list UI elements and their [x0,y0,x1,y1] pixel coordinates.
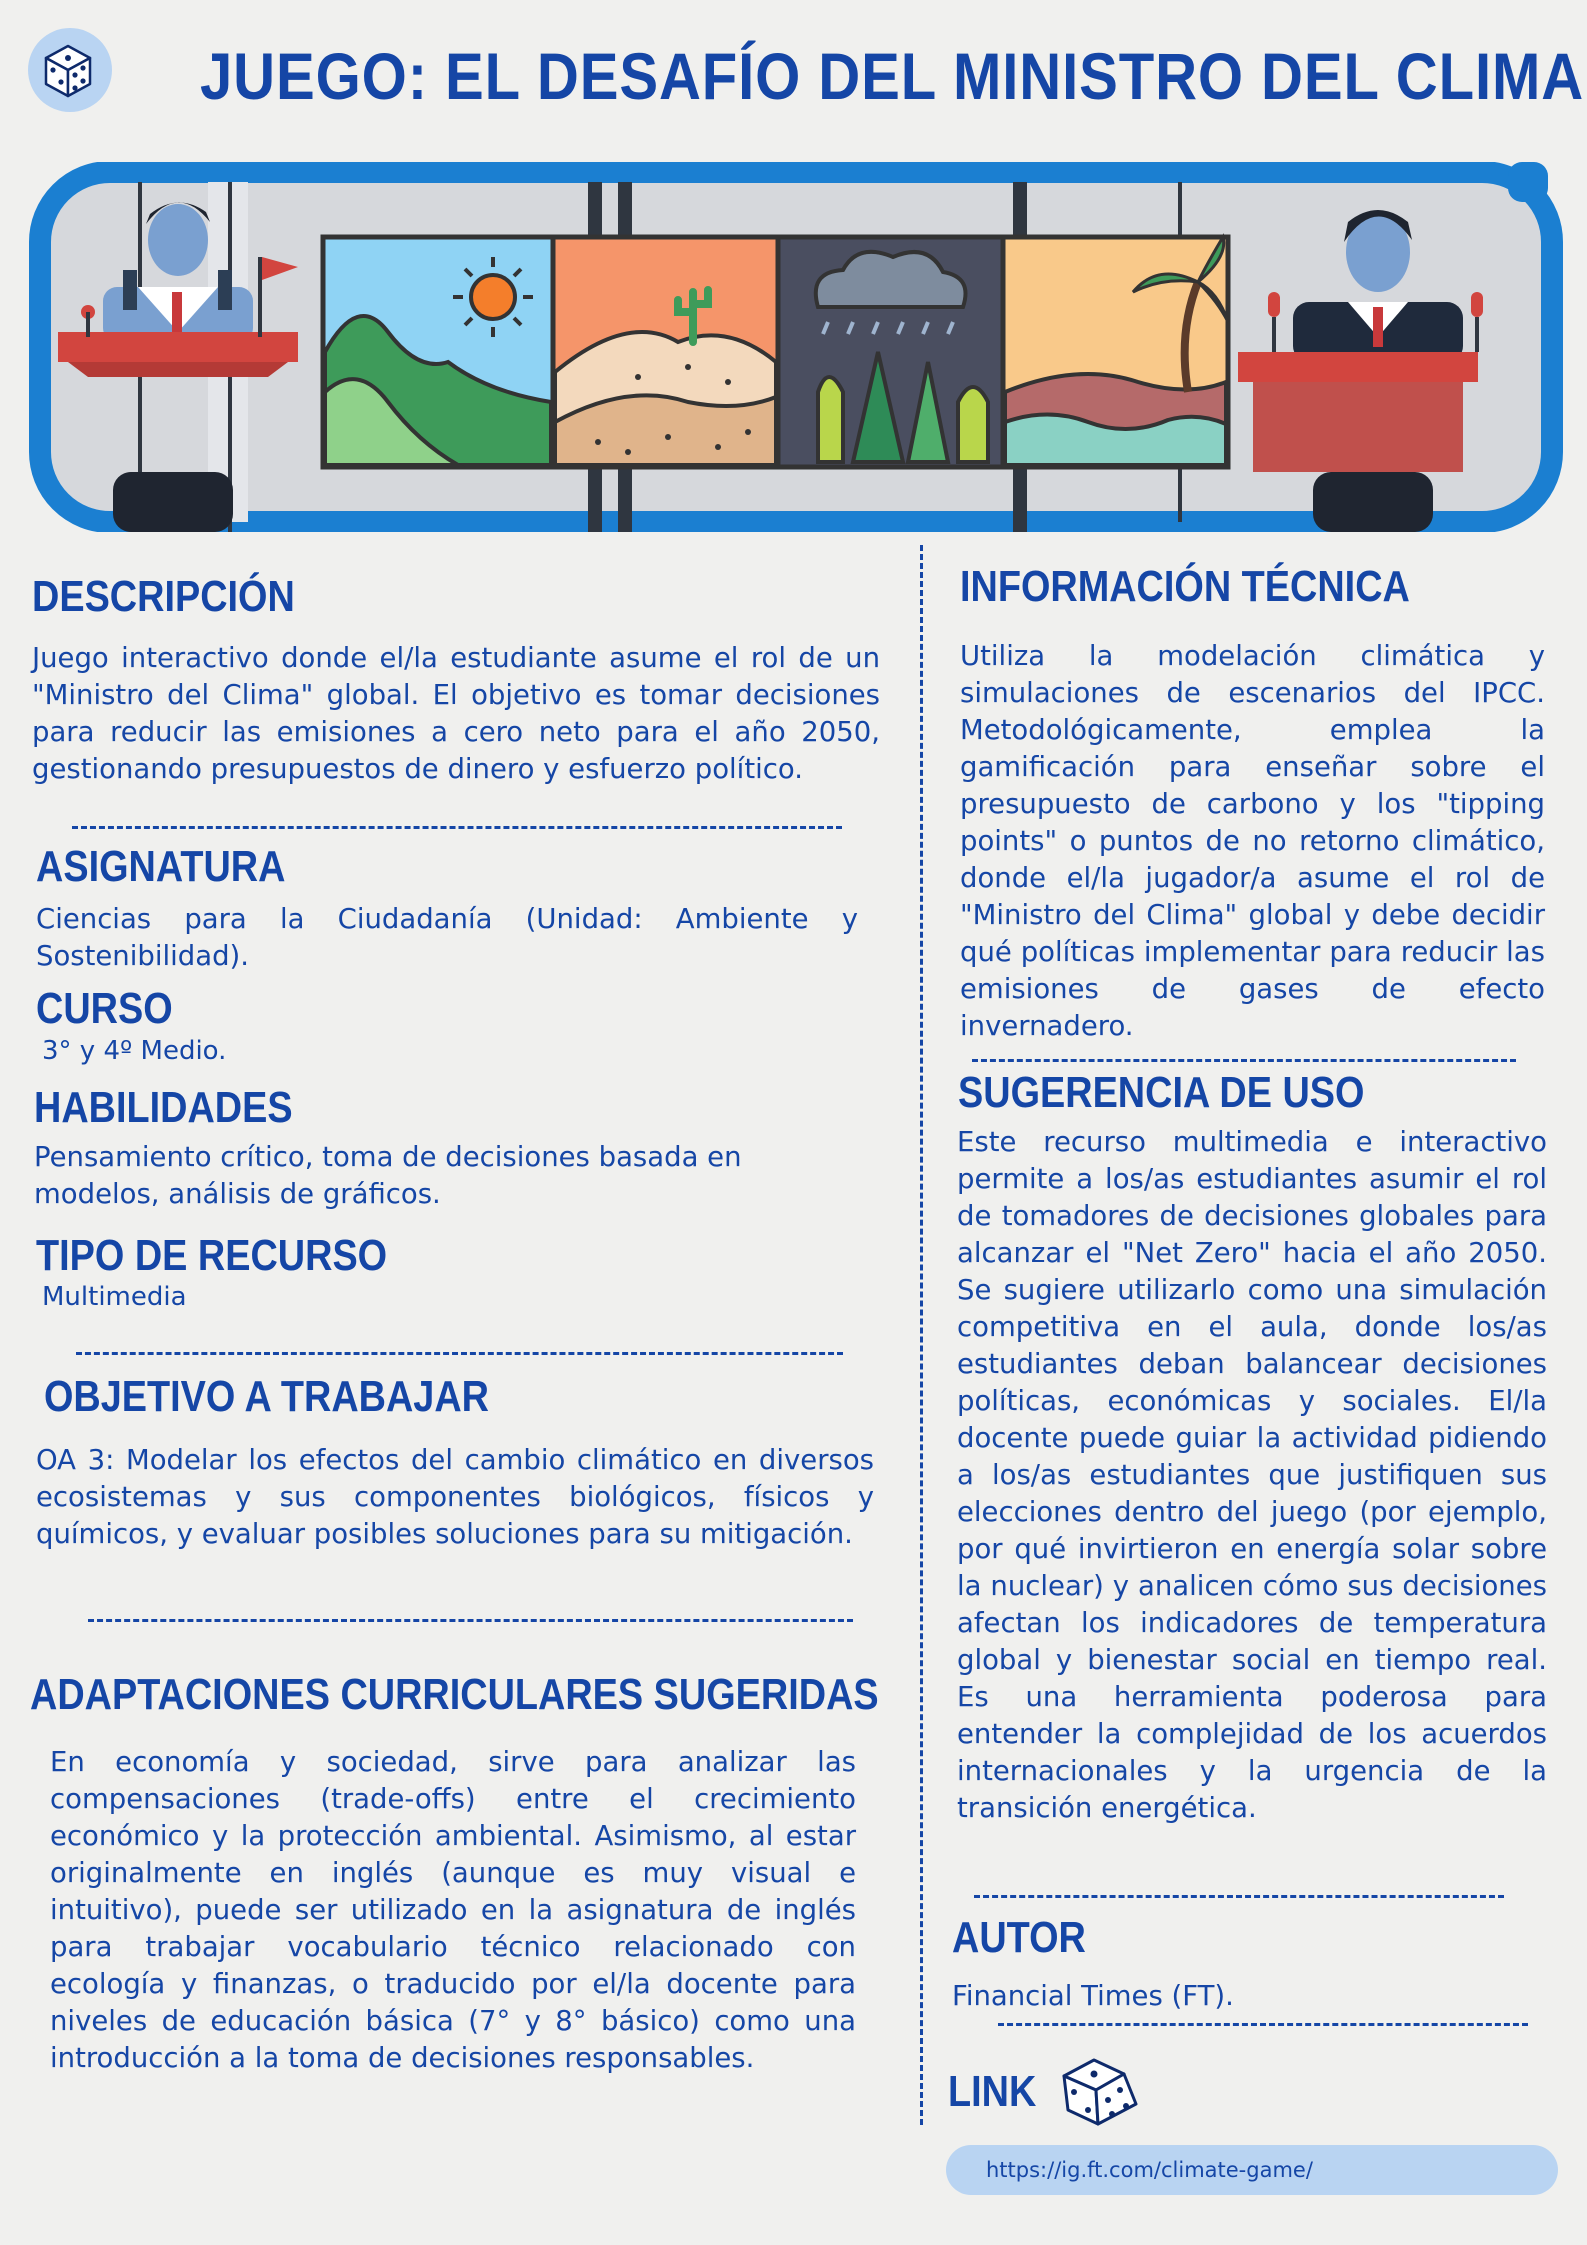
divider [72,826,842,829]
scene-mountain-icon [323,237,553,467]
sugerencia-text: Este recurso multimedia e interactivo permite a los/as estudiantes asumir el rol de tomadores de decisiones globales para alcanzar el "Net Zero" hacia el año 2050. Se sugiere utilizarlo como una simulación competitiva en el aula, donde los/as estudiantes deban balancear decisiones políticas, económicas y sociales. El/la docente puede guiar la actividad pidiendo a los/as estudiantes que justifiquen sus elecciones dentro del juego (por ejemplo, por qué invirtieron en energía solar sobre la nuclear) y analicen cómo sus decisiones afectan los indicadores de temperatura global y bienestar social en tiempo real. Es una herramienta poderosa para entender la complejidad de los acuerdos internacionales y la urgencia de la transición energética. [957,1126,1547,1824]
info-tecnica-heading: INFORMACIÓN TÉCNICA [960,562,1410,611]
divider [88,1619,853,1622]
autor-text: Financial Times (FT). [952,1980,1234,2012]
adaptaciones-heading: ADAPTACIONES CURRICULARES SUGERIDAS [30,1670,879,1719]
curso-heading: CURSO [36,984,173,1033]
objetivo-text: OA 3: Modelar los efectos del cambio climático en diversos ecosistemas y sus componentes biológicos, físicos y químicos, y evaluar posibles soluciones para su mitigación. [36,1444,874,1550]
banner-illustration [28,162,1563,532]
sugerencia-heading: SUGERENCIA DE USO [958,1068,1365,1117]
column-divider [920,545,923,2125]
objetivo-heading: OBJETIVO A TRABAJAR [44,1372,490,1421]
dice-icon [1054,2040,1148,2134]
adaptaciones-text: En economía y sociedad, sirve para analizar las compensaciones (trade-offs) entre el crecimiento económico y la protección ambiental. Asimismo, al estar originalmente en inglés (aunque es muy visual e intuitivo), puede ser utilizado en la asignatura de inglés para trabajar vocabulario técnico relacionado con ecología y finanzas, o traducido por el/la docente para niveles de educación básica (7° y 8° básico) como una introducción a la toma de decisiones responsables. [50,1746,856,2074]
scene-beach-icon [1003,237,1228,467]
dice-icon [28,28,112,112]
info-tecnica-text: Utiliza la modelación climática y simulaciones de escenarios del IPCC. Metodológicamente, emplea la gamificación para enseñar sobre el presupuesto de carbono y los "tipping points" o puntos de no retorno climático, donde el/la jugador/a asume el rol de "Ministro del Clima" global y debe decidir qué políticas implementar para reducir las emisiones de gases de efecto invernadero. [960,640,1545,1042]
page-title: JUEGO: EL DESAFÍO DEL MINISTRO DEL CLIMA [200,39,1585,113]
curso-text: 3° y 4º Medio. [42,1036,227,1066]
tipo-recurso-text: Multimedia [42,1282,187,1312]
divider [974,1895,1504,1898]
scene-desert-icon [553,237,778,467]
resource-link[interactable]: https://ig.ft.com/climate-game/ [946,2145,1558,2195]
autor-heading: AUTOR [952,1913,1086,1962]
divider [972,1059,1516,1062]
habilidades-text: Pensamiento crítico, toma de decisiones basada en modelos, análisis de gráficos. [34,1141,742,1210]
divider [998,2023,1528,2026]
habilidades-heading: HABILIDADES [34,1083,293,1132]
descripcion-text: Juego interactivo donde el/la estudiante asume el rol de un "Ministro del Clima" global. El objetivo es tomar decisiones para reducir las emisiones a cero neto para el año 2050, gestionando presupuestos de dinero y esfuerzo político. [32,642,880,785]
link-heading: LINK [948,2067,1037,2116]
descripcion-heading: DESCRIPCIÓN [32,572,295,621]
scene-rain-forest-icon [778,237,1003,467]
asignatura-heading: ASIGNATURA [36,842,286,891]
asignatura-text: Ciencias para la Ciudadanía (Unidad: Ambiente y Sostenibilidad). [36,903,858,972]
tipo-recurso-heading: TIPO DE RECURSO [36,1231,388,1280]
divider [76,1352,843,1355]
